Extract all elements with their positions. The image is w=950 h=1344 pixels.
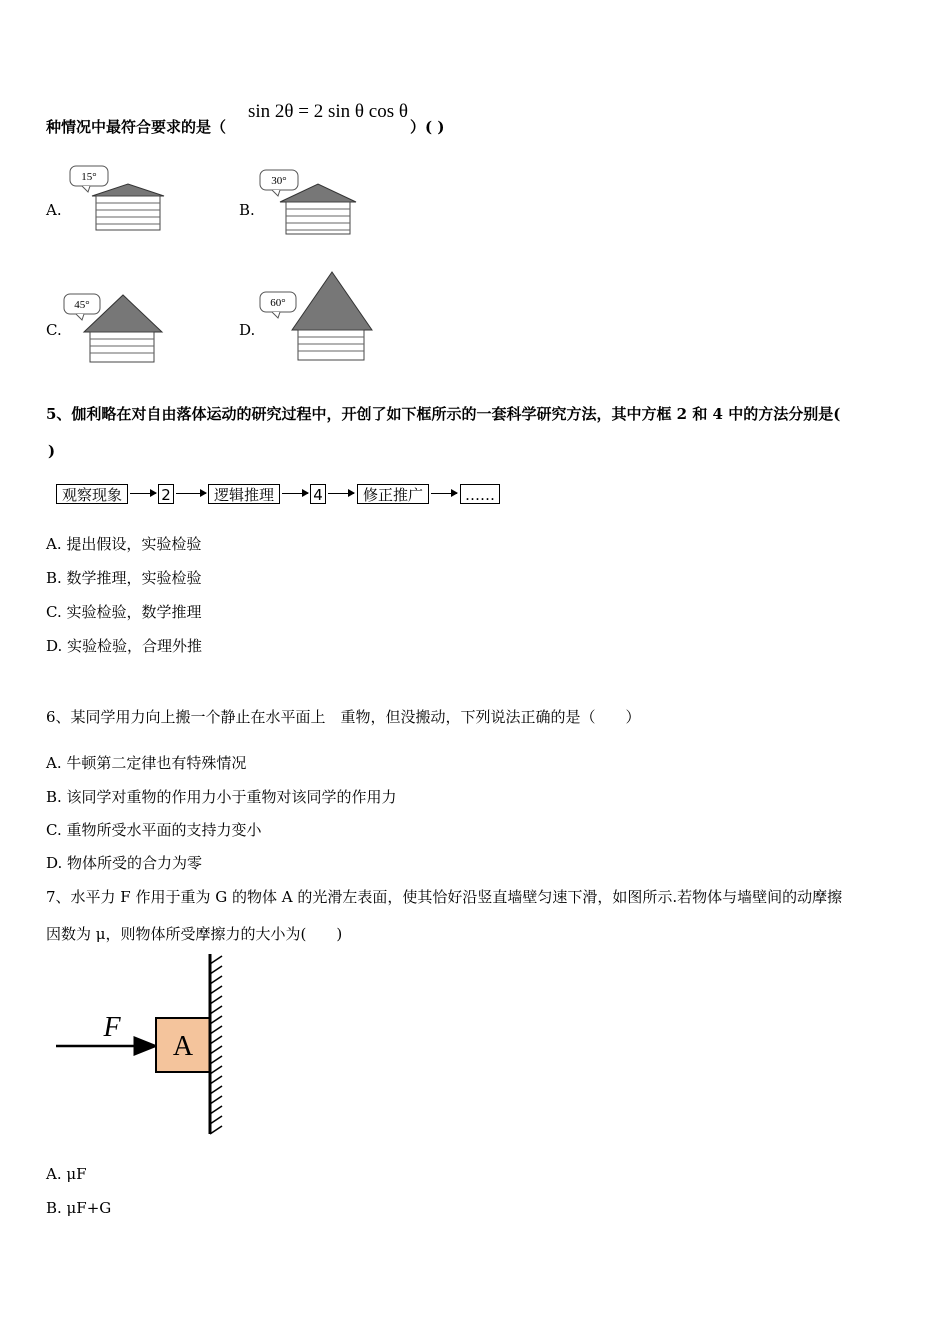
q7-stem-line1: 7、水平力 F 作用于重为 G 的物体 A 的光滑左表面，使其恰好沿竖直墙壁匀速下滑，如图所示.若物体与墙壁间的动摩擦 xyxy=(46,888,843,906)
angle-label-d: 60° xyxy=(270,297,286,309)
q4-formula: sin 2θ = 2 sin θ cos θ xyxy=(248,101,408,122)
q5-option-c: C. 实验检验，数学推理 xyxy=(46,603,202,621)
q4-option-d-letter: D. xyxy=(239,321,256,339)
q6-option-a: A. 牛顿第二定律也有特殊情况 xyxy=(46,754,247,772)
angle-label-c: 45° xyxy=(74,299,90,311)
q6-stem: 6、某同学用力向上搬一个静止在水平面上 重物，但没搬动，下列说法正确的是（ ） xyxy=(46,708,641,726)
flow-arrow-4 xyxy=(328,493,354,494)
flow-arrow-3 xyxy=(282,493,308,494)
q6-option-c: C. 重物所受水平面的支持力变小 xyxy=(46,821,262,839)
flow-arrow-2 xyxy=(176,493,206,494)
q7-option-a: A. μF xyxy=(46,1165,87,1183)
q5-option-a: A. 提出假设，实验检验 xyxy=(46,535,202,553)
house-figure-b xyxy=(256,168,362,238)
flow-box-observe: 观察现象 xyxy=(56,484,128,504)
angle-label-b: 30° xyxy=(271,175,287,187)
q6-option-d: D. 物体所受的合力为零 xyxy=(46,854,203,872)
flow-box-logic: 逻辑推理 xyxy=(208,484,280,504)
block-label: A xyxy=(172,1031,194,1062)
q6-option-b: B. 该同学对重物的作用力小于重物对该同学的作用力 xyxy=(46,788,397,806)
wall-hatching xyxy=(210,956,222,1134)
force-label: F xyxy=(103,1012,121,1043)
house-figure-c xyxy=(60,292,168,364)
house-figure-d xyxy=(256,270,374,364)
flow-box-revise: 修正推广 xyxy=(357,484,429,504)
q4-option-b-letter: B. xyxy=(239,201,255,219)
q5-stem-line1: 5、伽利略在对自由落体运动的研究过程中，开创了如下框所示的一套科学研究方法，其中方框 2 和 4 中的方法分别是( xyxy=(46,405,841,423)
angle-label-a: 15° xyxy=(81,171,97,183)
flow-arrow-5 xyxy=(431,493,457,494)
q5-option-b: B. 数学推理，实验检验 xyxy=(46,569,202,587)
flow-box-2: 2 xyxy=(158,484,174,504)
q5-stem-line2: ) xyxy=(48,442,56,460)
q7-stem-line2: 因数为 μ，则物体所受摩擦力的大小为( ) xyxy=(46,925,343,943)
q4-option-c-letter: C. xyxy=(46,321,62,339)
force-block-wall-figure xyxy=(50,950,240,1140)
q7-option-b: B. μF+G xyxy=(46,1199,112,1217)
q4-option-a-letter: A. xyxy=(46,201,62,219)
flow-box-4: 4 xyxy=(310,484,326,504)
house-figure-a xyxy=(66,162,170,234)
q4-prefix: 种情况中最符合要求的是（ xyxy=(46,118,227,136)
flow-arrow-1 xyxy=(130,493,156,494)
q4-suffix: ）( ) xyxy=(410,118,445,136)
q5-option-d: D. 实验检验，合理外推 xyxy=(46,637,203,655)
flow-box-ellipsis: …… xyxy=(460,484,500,504)
